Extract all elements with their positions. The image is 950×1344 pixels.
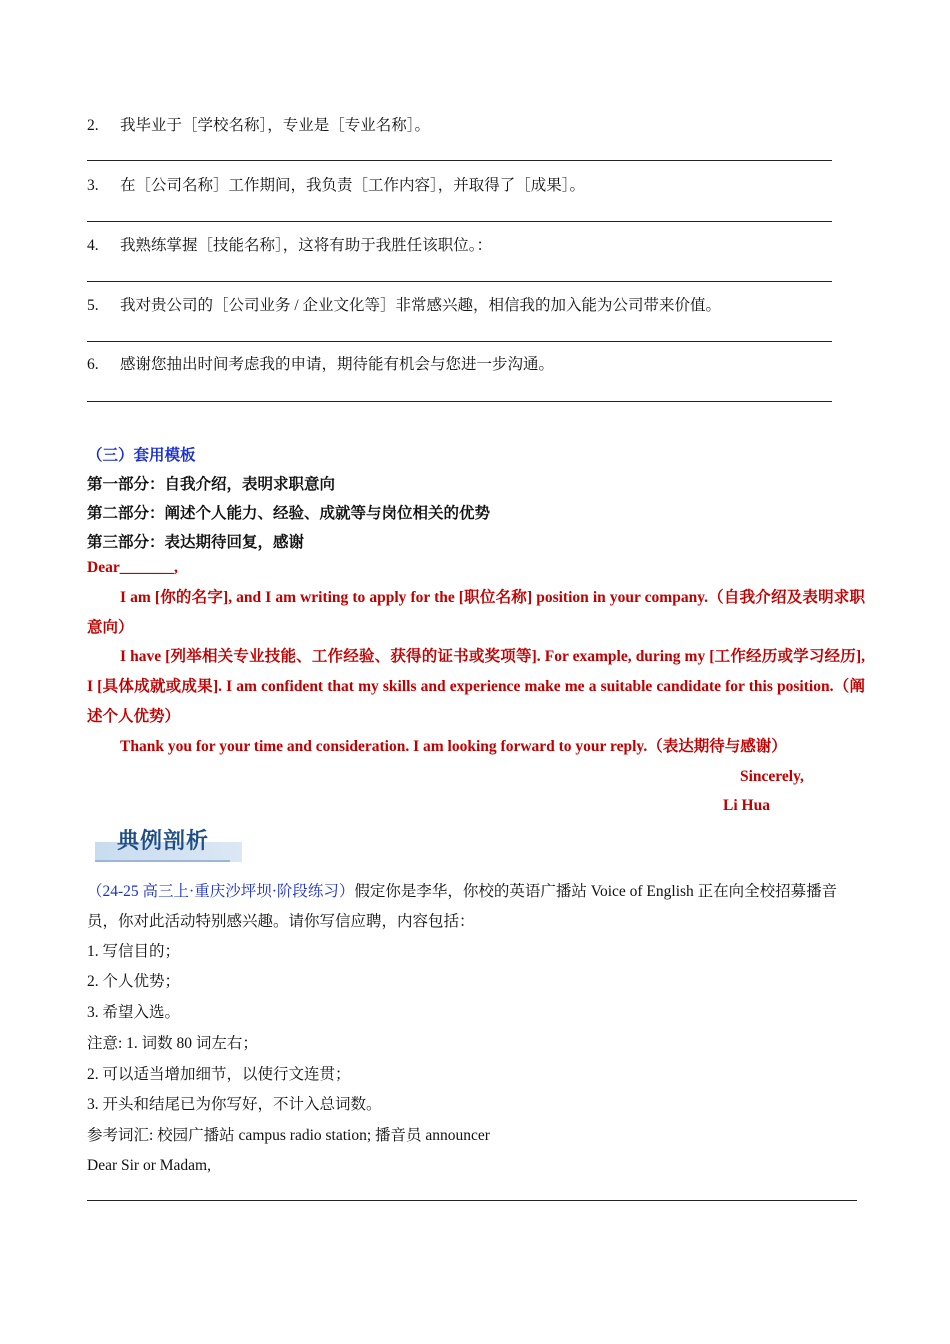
banner-label: 典例剖析: [117, 829, 210, 854]
answer-line[interactable]: [87, 401, 832, 402]
answer-line[interactable]: [87, 341, 832, 342]
item-number: 5.: [87, 297, 99, 314]
item-number: 2.: [87, 117, 99, 134]
part-one: 第一部分：自我介绍，表明求职意向: [87, 476, 336, 493]
note-2: 2. 可以适当增加细节，以使行文连贯；: [87, 1066, 351, 1083]
list-item: [87, 355, 554, 375]
item-number: 6.: [87, 356, 99, 373]
example-prompt-text: 假定你是李华，你校的英语广播站 Voice of English 正在向全校招募播音员，你对此活动特别感兴趣。请你写信应聘，内容包括：: [87, 883, 838, 930]
point-3: 3. 希望入选。: [87, 1004, 181, 1021]
list-item: [87, 116, 430, 136]
item-text: 感谢您抽出时间考虑我的申请，期待能有机会与您进一步沟通。: [120, 356, 555, 373]
list-item: [87, 296, 721, 316]
answer-line[interactable]: [87, 281, 832, 282]
answer-line[interactable]: [87, 1200, 857, 1201]
banner-underline: [95, 860, 230, 862]
template-paragraph-1: I am [你的名字], and I am writing to apply for the [职位名称] position in your company.（自我介绍及表明求职意向）: [87, 589, 865, 636]
list-item: [87, 236, 492, 256]
template-paragraph-3: Thank you for your time and consideration. I am looking forward to your reply.（表达期待与感谢）: [120, 738, 787, 755]
part-two: 第二部分：阐述个人能力、经验、成就等与岗位相关的优势: [87, 505, 491, 522]
note-3: 3. 开头和结尾已为你写好，不计入总词数。: [87, 1096, 382, 1113]
item-text: 在［公司名称］工作期间，我负责［工作内容］，并取得了［成果］。: [120, 177, 586, 194]
letter-greeting: Dear Sir or Madam,: [87, 1157, 211, 1174]
example-prompt: [87, 877, 862, 937]
item-number: 3.: [87, 177, 99, 194]
template-signature: Li Hua: [723, 797, 770, 814]
item-text: 我熟练掌握［技能名称］，这将有助于我胜任该职位。：: [120, 237, 493, 254]
item-number: 4.: [87, 237, 99, 254]
point-2: 2. 个人优势；: [87, 973, 181, 990]
note-1: 注意: 1. 词数 80 词左右；: [87, 1035, 258, 1052]
example-source: （24-25 高三上·重庆沙坪坝·阶段练习）: [87, 883, 355, 900]
point-1: 1. 写信目的；: [87, 943, 181, 960]
section-heading: （三）套用模板: [87, 447, 196, 464]
example-banner: [95, 822, 242, 864]
template-closing: Sincerely,: [740, 768, 804, 785]
item-text: 我对贵公司的［公司业务 / 企业文化等］非常感兴趣，相信我的加入能为公司带来价值。: [120, 297, 722, 314]
list-item: [87, 176, 585, 196]
answer-line[interactable]: [87, 160, 832, 161]
item-text: 我毕业于［学校名称］，专业是［专业名称］。: [120, 117, 431, 134]
answer-line[interactable]: [87, 221, 832, 222]
vocabulary: 参考词汇: 校园广播站 campus radio station; 播音员 announcer: [87, 1127, 490, 1144]
template-salutation: Dear_______,: [87, 559, 178, 576]
template-paragraph-2: I have [列举相关专业技能、工作经验、获得的证书或奖项等]. For example, during my [工作经历或学习经历], I [具体成就或成果]. I am confident that my skills and experience make me a suitable candidate for this position.（阐述个人优势）: [87, 648, 865, 725]
part-three: 第三部分：表达期待回复，感谢: [87, 534, 305, 551]
